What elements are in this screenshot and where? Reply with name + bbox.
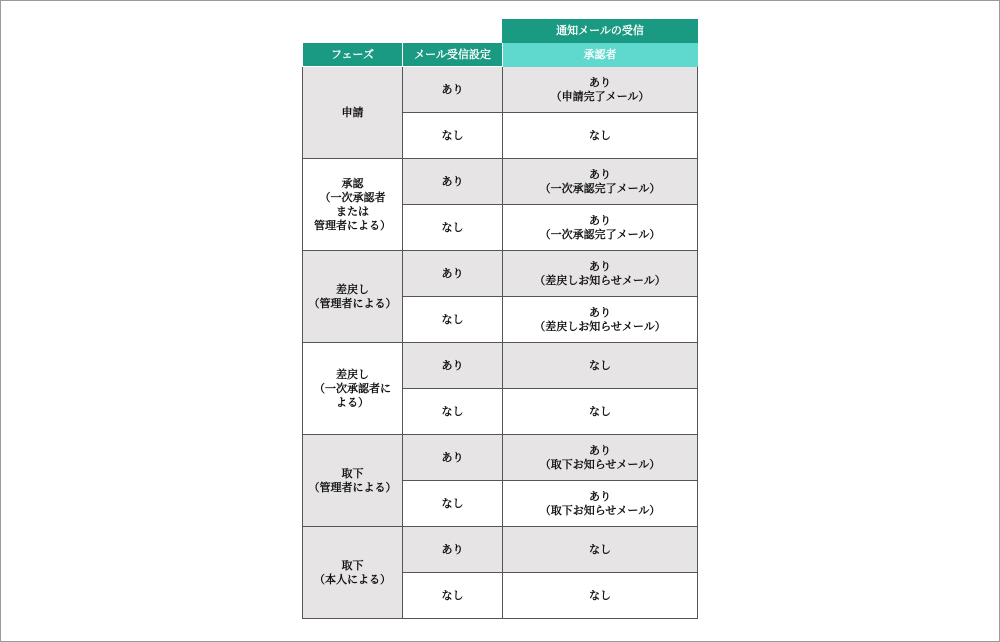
setting-cell: なし — [403, 481, 503, 527]
phase-cell: 差戻し （一次承認者に よる） — [303, 343, 403, 435]
setting-cell: なし — [403, 389, 503, 435]
setting-cell: なし — [403, 113, 503, 159]
setting-cell: あり — [403, 251, 503, 297]
approver-cell: あり （申請完了メール） — [503, 67, 698, 113]
setting-cell: なし — [403, 297, 503, 343]
group-header-notification: 通知メールの受信 — [503, 20, 698, 43]
blank-cell — [303, 20, 403, 43]
phase-cell: 差戻し （管理者による） — [303, 251, 403, 343]
blank-cell — [403, 20, 503, 43]
phase-cell: 承認 （一次承認者 または 管理者による） — [303, 159, 403, 251]
approver-cell: なし — [503, 527, 698, 573]
setting-cell: なし — [403, 205, 503, 251]
approver-cell: あり （取下お知らせメール） — [503, 435, 698, 481]
column-header-setting: メール受信設定 — [403, 43, 503, 67]
column-header-approver: 承認者 — [503, 43, 698, 67]
approver-cell: なし — [503, 113, 698, 159]
setting-cell: あり — [403, 67, 503, 113]
table-row — [303, 435, 698, 481]
approver-cell: あり （差戻しお知らせメール） — [503, 297, 698, 343]
setting-cell: あり — [403, 343, 503, 389]
notification-table — [302, 19, 698, 619]
phase-cell: 取下 （管理者による） — [303, 435, 403, 527]
setting-cell: あり — [403, 435, 503, 481]
approver-cell: あり （差戻しお知らせメール） — [503, 251, 698, 297]
setting-cell: あり — [403, 527, 503, 573]
approver-cell: あり （取下お知らせメール） — [503, 481, 698, 527]
phase-cell: 取下 （本人による） — [303, 527, 403, 619]
table-row — [303, 343, 698, 389]
table-row — [303, 159, 698, 205]
column-header-phase: フェーズ — [303, 43, 403, 67]
column-header-row — [303, 43, 698, 67]
table-row — [303, 251, 698, 297]
phase-cell: 申請 — [303, 67, 403, 159]
table-row — [303, 67, 698, 113]
setting-cell: あり — [403, 159, 503, 205]
approver-cell: なし — [503, 573, 698, 619]
approver-cell: あり （一次承認完了メール） — [503, 159, 698, 205]
approver-cell: なし — [503, 389, 698, 435]
approver-cell: あり （一次承認完了メール） — [503, 205, 698, 251]
group-header-row — [303, 20, 698, 43]
table-row — [303, 527, 698, 573]
approver-cell: なし — [503, 343, 698, 389]
setting-cell: なし — [403, 573, 503, 619]
